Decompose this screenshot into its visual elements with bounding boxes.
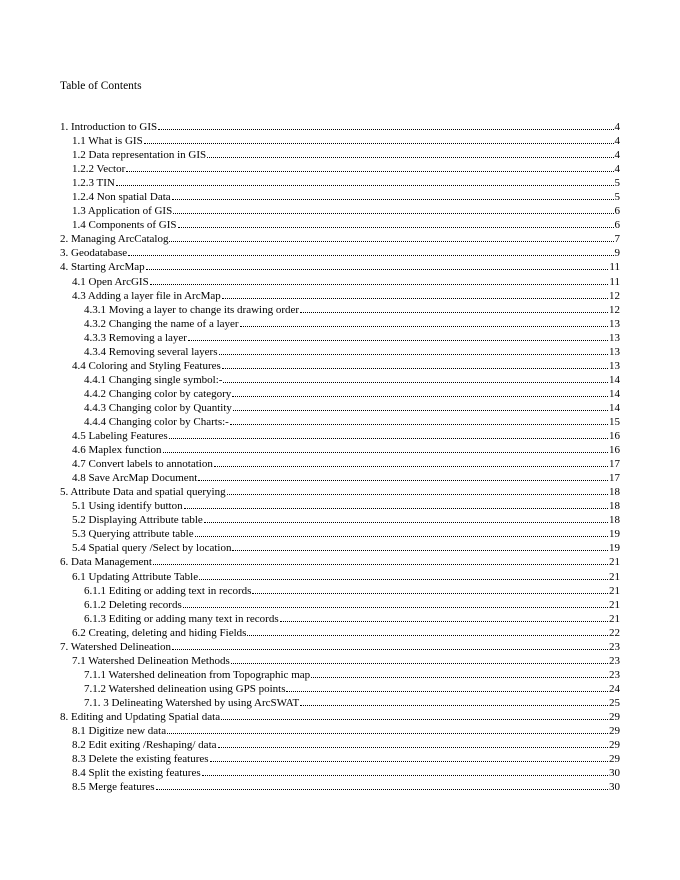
toc-entry-title: 4. Starting ArcMap <box>60 261 145 274</box>
toc-leader-dots <box>156 788 608 790</box>
toc-entry-title: 1. Introduction to GIS <box>60 121 158 133</box>
toc-leader-dots <box>207 156 613 158</box>
toc-entry-title: 8.5 Merge features <box>72 781 155 794</box>
toc-entry-page: 4 <box>614 135 620 148</box>
toc-entry[interactable] <box>60 725 620 739</box>
toc-entry-title: 1.4 Components of GIS <box>72 219 177 232</box>
toc-leader-dots <box>286 690 608 692</box>
toc-leader-dots <box>240 325 608 327</box>
toc-entry-page: 19 <box>609 542 620 555</box>
toc-entry-page: 13 <box>609 317 620 330</box>
toc-entry-page: 23 <box>609 668 620 681</box>
toc-entry-page: 4 <box>614 149 620 162</box>
toc-leader-dots <box>167 732 608 734</box>
toc-entry-title: 6.2 Creating, deleting and hiding Fields <box>72 626 247 639</box>
toc-leader-dots <box>222 297 608 299</box>
toc-entry[interactable] <box>60 318 620 332</box>
toc-entry-title: 4.4 Coloring and Styling Features <box>72 359 221 372</box>
toc-entry-title: 1.2.2 Vector <box>72 163 126 176</box>
toc-entry-title: 7.1 Watershed Delineation Methods <box>72 654 230 667</box>
toc-leader-dots <box>230 423 608 425</box>
toc-entry[interactable] <box>60 149 620 163</box>
toc-entry[interactable] <box>60 697 620 711</box>
toc-leader-dots <box>222 367 608 369</box>
toc-leader-dots <box>210 760 608 762</box>
toc-entry[interactable] <box>60 163 620 177</box>
toc-entry[interactable] <box>60 683 620 697</box>
toc-entry[interactable] <box>60 247 620 261</box>
toc-entry-page: 15 <box>609 415 620 428</box>
toc-entry-title: 7.1.2 Watershed delineation using GPS points <box>84 682 286 695</box>
toc-entry-title: 7.1. 3 Delineating Watershed by using ArcSWAT <box>84 696 300 709</box>
toc-leader-dots <box>188 339 608 341</box>
toc-entry[interactable] <box>60 177 620 191</box>
toc-entry-title: 6.1 Updating Attribute Table <box>72 570 199 583</box>
toc-entry-page: 18 <box>609 500 620 513</box>
toc-entry-title: 2. Managing ArcCatalog <box>60 233 169 246</box>
toc-entry-page: 9 <box>614 247 620 260</box>
toc-entry[interactable] <box>60 304 620 318</box>
toc-leader-dots <box>153 563 608 565</box>
toc-entry-page: 17 <box>609 458 620 471</box>
toc-entry-page: 30 <box>609 781 620 794</box>
table-of-contents <box>60 121 620 795</box>
toc-entry[interactable] <box>60 571 620 585</box>
toc-entry[interactable] <box>60 514 620 528</box>
toc-entry-page: 5 <box>614 191 620 204</box>
toc-entry-title: 4.4.1 Changing single symbol:- <box>84 373 223 386</box>
toc-entry[interactable] <box>60 402 620 416</box>
toc-entry-page: 29 <box>609 753 620 766</box>
toc-leader-dots <box>183 606 608 608</box>
toc-entry-page: 14 <box>609 373 620 386</box>
toc-leader-dots <box>116 184 614 186</box>
page-title: Table of Contents <box>60 80 142 92</box>
toc-entry-title: 4.4.3 Changing color by Quantity <box>84 401 232 414</box>
toc-leader-dots <box>169 437 608 439</box>
toc-entry-title: 5. Attribute Data and spatial querying <box>60 486 226 499</box>
toc-leader-dots <box>300 311 608 313</box>
toc-entry-page: 5 <box>614 177 620 190</box>
toc-entry-title: 4.3.4 Removing several layers <box>84 345 218 358</box>
toc-entry[interactable] <box>60 767 620 781</box>
toc-leader-dots <box>232 395 608 397</box>
toc-entry-page: 21 <box>609 556 620 569</box>
toc-entry-page: 17 <box>609 472 620 485</box>
toc-entry[interactable] <box>60 290 620 304</box>
toc-leader-dots <box>247 634 608 636</box>
toc-entry-page: 18 <box>609 514 620 527</box>
toc-entry-title: 8.4 Split the existing features <box>72 767 201 780</box>
toc-entry[interactable] <box>60 233 620 247</box>
toc-entry[interactable] <box>60 472 620 486</box>
toc-leader-dots <box>163 451 608 453</box>
toc-entry-title: 4.7 Convert labels to annotation <box>72 458 213 471</box>
toc-entry-page: 4 <box>614 163 620 176</box>
toc-entry[interactable] <box>60 655 620 669</box>
toc-entry[interactable] <box>60 261 620 275</box>
toc-leader-dots <box>218 746 608 748</box>
toc-entry-title: 1.2.4 Non spatial Data <box>72 191 171 204</box>
toc-entry[interactable] <box>60 627 620 641</box>
toc-entry-title: 7.1.1 Watershed delineation from Topographic map <box>84 668 311 681</box>
toc-entry-page: 18 <box>609 486 620 499</box>
toc-entry-page: 29 <box>609 739 620 752</box>
toc-entry[interactable] <box>60 458 620 472</box>
toc-entry[interactable] <box>60 388 620 402</box>
toc-entry-page: 21 <box>609 598 620 611</box>
toc-entry-title: 6.1.3 Editing or adding many text in records <box>84 612 279 625</box>
toc-entry-title: 6.1.2 Deleting records <box>84 598 182 611</box>
toc-leader-dots <box>227 493 608 495</box>
toc-entry-title: 1.2.3 TIN <box>72 177 115 190</box>
toc-entry-title: 5.3 Querying attribute table <box>72 528 194 541</box>
toc-entry-page: 19 <box>609 528 620 541</box>
toc-entry-page: 24 <box>609 682 620 695</box>
toc-entry[interactable] <box>60 556 620 570</box>
toc-leader-dots <box>173 212 613 214</box>
toc-leader-dots <box>214 465 608 467</box>
toc-entry[interactable] <box>60 135 620 149</box>
toc-leader-dots <box>128 254 613 256</box>
toc-entry-page: 11 <box>609 261 620 274</box>
toc-entry-title: 8. Editing and Updating Spatial data <box>60 710 221 723</box>
toc-leader-dots <box>150 283 609 285</box>
toc-entry[interactable] <box>60 374 620 388</box>
toc-entry-page: 29 <box>609 725 620 738</box>
toc-entry-title: 4.3.1 Moving a layer to change its drawing order <box>84 303 300 316</box>
toc-entry-page: 14 <box>609 401 620 414</box>
toc-leader-dots <box>169 240 613 242</box>
toc-entry[interactable] <box>60 753 620 767</box>
toc-entry-page: 25 <box>609 696 620 709</box>
toc-leader-dots <box>280 620 608 622</box>
toc-entry[interactable] <box>60 276 620 290</box>
toc-leader-dots <box>172 198 614 200</box>
toc-entry[interactable] <box>60 528 620 542</box>
toc-entry[interactable] <box>60 205 620 219</box>
toc-entry-title: 5.1 Using identify button <box>72 500 183 513</box>
toc-leader-dots <box>252 592 608 594</box>
toc-entry-page: 13 <box>609 359 620 372</box>
toc-entry-page: 22 <box>609 626 620 639</box>
toc-entry[interactable] <box>60 360 620 374</box>
toc-leader-dots <box>158 128 613 130</box>
toc-leader-dots <box>172 648 608 650</box>
toc-entry[interactable] <box>60 585 620 599</box>
toc-entry-title: 8.3 Delete the existing features <box>72 753 209 766</box>
toc-entry-title: 4.6 Maplex function <box>72 444 162 457</box>
toc-entry-title: 4.4.2 Changing color by category <box>84 387 232 400</box>
toc-entry-page: 30 <box>609 767 620 780</box>
toc-entry-page: 12 <box>609 303 620 316</box>
toc-entry[interactable] <box>60 346 620 360</box>
toc-entry[interactable] <box>60 613 620 627</box>
toc-entry-title: 6.1.1 Editing or adding text in records <box>84 584 252 597</box>
toc-leader-dots <box>221 718 608 720</box>
toc-entry-page: 23 <box>609 654 620 667</box>
toc-entry[interactable] <box>60 219 620 233</box>
toc-entry-title: 6. Data Management <box>60 556 152 569</box>
toc-entry-title: 1.2 Data representation in GIS <box>72 149 207 162</box>
toc-entry[interactable] <box>60 599 620 613</box>
toc-entry-title: 4.8 Save ArcMap Document <box>72 472 198 485</box>
toc-entry-page: 21 <box>609 570 620 583</box>
toc-entry[interactable] <box>60 542 620 556</box>
toc-leader-dots <box>198 479 608 481</box>
toc-leader-dots <box>144 142 614 144</box>
toc-leader-dots <box>204 521 608 523</box>
toc-entry-title: 4.3.2 Changing the name of a layer <box>84 317 239 330</box>
toc-entry-title: 7. Watershed Delineation <box>60 640 172 653</box>
toc-entry-page: 23 <box>609 640 620 653</box>
toc-entry-page: 6 <box>614 205 620 218</box>
toc-entry-page: 16 <box>609 444 620 457</box>
toc-entry-page: 16 <box>609 430 620 443</box>
toc-entry[interactable] <box>60 486 620 500</box>
toc-entry-title: 4.4.4 Changing color by Charts:- <box>84 415 229 428</box>
toc-entry-page: 29 <box>609 710 620 723</box>
toc-leader-dots <box>146 268 609 270</box>
toc-entry[interactable] <box>60 500 620 514</box>
toc-entry[interactable] <box>60 711 620 725</box>
toc-entry-page: 21 <box>609 612 620 625</box>
toc-leader-dots <box>184 507 608 509</box>
toc-entry-title: 5.2 Displaying Attribute table <box>72 514 203 527</box>
toc-entry-title: 8.2 Edit exiting /Reshaping/ data <box>72 739 217 752</box>
toc-entry-title: 8.1 Digitize new data <box>72 725 167 738</box>
toc-entry-page: 4 <box>614 121 620 133</box>
toc-leader-dots <box>202 774 608 776</box>
toc-leader-dots <box>178 226 614 228</box>
toc-entry-title: 4.1 Open ArcGIS <box>72 275 149 288</box>
toc-leader-dots <box>231 662 608 664</box>
toc-entry-page: 6 <box>614 219 620 232</box>
toc-leader-dots <box>233 409 608 411</box>
toc-entry-page: 14 <box>609 387 620 400</box>
toc-entry[interactable] <box>60 121 620 135</box>
toc-leader-dots <box>300 704 608 706</box>
toc-entry[interactable] <box>60 641 620 655</box>
toc-leader-dots <box>219 353 609 355</box>
toc-entry-title: 5.4 Spatial query /Select by location <box>72 542 232 555</box>
toc-entry[interactable] <box>60 416 620 430</box>
toc-entry-title: 4.3.3 Removing a layer <box>84 331 187 344</box>
toc-entry-title: 1.3 Application of GIS <box>72 205 173 218</box>
toc-entry-page: 11 <box>609 275 620 288</box>
toc-entry[interactable] <box>60 332 620 346</box>
toc-entry[interactable] <box>60 739 620 753</box>
toc-entry[interactable] <box>60 191 620 205</box>
toc-leader-dots <box>195 535 608 537</box>
toc-leader-dots <box>199 578 608 580</box>
toc-leader-dots <box>311 676 608 678</box>
toc-entry-title: 1.1 What is GIS <box>72 135 143 148</box>
toc-leader-dots <box>223 381 608 383</box>
toc-leader-dots <box>232 549 608 551</box>
toc-entry-page: 21 <box>609 584 620 597</box>
toc-entry-page: 12 <box>609 289 620 302</box>
toc-entry-page: 13 <box>609 331 620 344</box>
toc-entry-title: 4.3 Adding a layer file in ArcMap <box>72 289 221 302</box>
toc-entry-title: 3. Geodatabase <box>60 247 128 260</box>
toc-entry-page: 7 <box>614 233 620 246</box>
toc-entry-page: 13 <box>609 345 620 358</box>
toc-entry[interactable] <box>60 444 620 458</box>
toc-entry-title: 4.5 Labeling Features <box>72 430 168 443</box>
toc-entry[interactable] <box>60 781 620 795</box>
toc-entry[interactable] <box>60 669 620 683</box>
toc-leader-dots <box>126 170 613 172</box>
toc-entry[interactable] <box>60 430 620 444</box>
